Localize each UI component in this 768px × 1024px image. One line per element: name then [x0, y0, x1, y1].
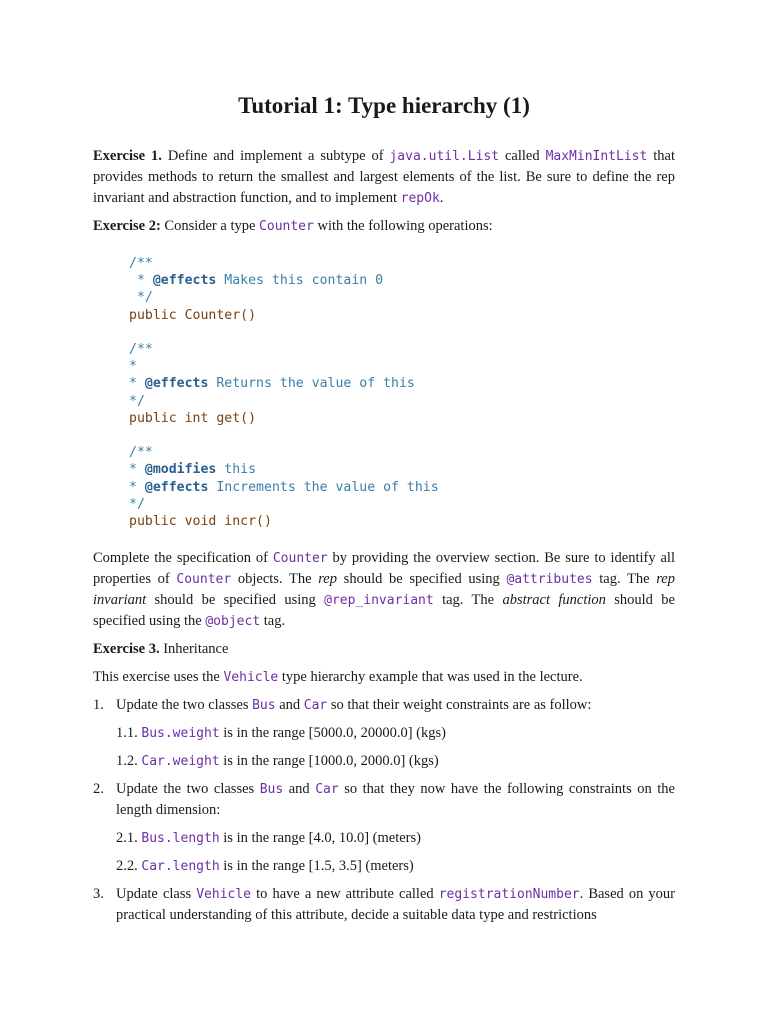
- code-maxminintlist: MaxMinIntList: [545, 149, 648, 164]
- code-line: */: [129, 290, 153, 306]
- text: .: [439, 190, 444, 206]
- document-body: [93, 146, 675, 933]
- code-repok: repOk: [400, 191, 440, 206]
- list-item: 1. Update the two classes Bus and Car so that their weight constraints are as follow:: [93, 697, 592, 714]
- code-vehicle: Vehicle: [196, 887, 252, 903]
- sub-list-item: 2.2. Car.length is in the range [1.5, 3.5] (meters): [116, 858, 414, 875]
- exercise-2-label: Exercise 2:: [93, 218, 161, 234]
- text: Define and implement a subtype of: [161, 148, 390, 164]
- list-item: 2. Update the two classes Bus and Car so that they now have the following constraints on the length dimension:: [93, 781, 675, 819]
- code-bus: Bus: [252, 698, 276, 714]
- code-line: * @effects Makes this contain 0: [129, 273, 384, 289]
- code-counter: Counter: [176, 572, 232, 588]
- code-car: Car: [303, 698, 328, 714]
- sub-list-item: 1.2. Car.weight is in the range [1000.0, 2000.0] (kgs): [116, 753, 439, 770]
- text: with the following operations:: [313, 218, 493, 234]
- code-line: /**: [129, 342, 153, 357]
- exercise-2: [93, 216, 675, 237]
- code-car: Car: [315, 782, 339, 798]
- code-line: public void incr(): [129, 514, 272, 530]
- text: Consider a type: [160, 218, 260, 234]
- text: that provides methods to return the smallest and largest elements of the list. Be sure to define the rep invariant and abstraction function, and to implement: [93, 148, 675, 206]
- code-line: /**: [129, 445, 153, 461]
- code-line: /**: [129, 256, 153, 271]
- code-rep-invariant: @rep_invariant: [324, 593, 434, 609]
- sub-list-item: 1.1. Bus.weight is in the range [5000.0, 20000.0] (kgs): [116, 725, 446, 742]
- code-object: @object: [205, 614, 261, 630]
- code-line: */: [129, 393, 145, 409]
- code-line: public int get(): [129, 410, 257, 426]
- code-block: [129, 255, 675, 530]
- code-line: */: [129, 496, 145, 512]
- exercise-1-label: Exercise 1.: [93, 148, 162, 164]
- code-attributes: @attributes: [506, 572, 593, 588]
- exercise-3: Exercise 3. Inheritance: [93, 641, 229, 658]
- exercise-3-intro: This exercise uses the Vehicle type hierarchy example that was used in the lecture.: [93, 669, 583, 686]
- code-counter: Counter: [272, 551, 328, 567]
- code-registrationnumber: registrationNumber: [438, 887, 580, 903]
- code-bus: Bus: [259, 782, 284, 798]
- specification-paragraph: Complete the specification of Counter by providing the overview section. Be sure to identify all properties of Counter objects. The rep should be specified using @attributes tag. The rep invariant should be specified using @rep_invariant tag. The abstract function should be specified using the @object tag.: [93, 550, 675, 630]
- exercise-1: [93, 146, 675, 209]
- code-line: public Counter(): [129, 307, 257, 323]
- exercise-3-label: Exercise 3.: [93, 641, 160, 658]
- code-line: *: [129, 359, 137, 375]
- code-line: * @modifies this: [129, 462, 257, 478]
- page-title: Tutorial 1: Type hierarchy (1): [238, 93, 530, 118]
- code-line: * @effects Increments the value of this: [129, 479, 439, 495]
- code-java-util-list: java.util.List: [389, 149, 500, 164]
- text: called: [499, 148, 546, 164]
- code-vehicle: Vehicle: [223, 670, 279, 686]
- sub-list-item: 2.1. Bus.length is in the range [4.0, 10.0] (meters): [116, 830, 421, 847]
- code-counter: Counter: [259, 219, 314, 234]
- list-item: 3. Update class Vehicle to have a new attribute called registrationNumber. Based on your practical understanding of this attribute, decide a suitable data type and restrictions: [93, 886, 675, 924]
- code-line: * @effects Returns the value of this: [129, 376, 415, 392]
